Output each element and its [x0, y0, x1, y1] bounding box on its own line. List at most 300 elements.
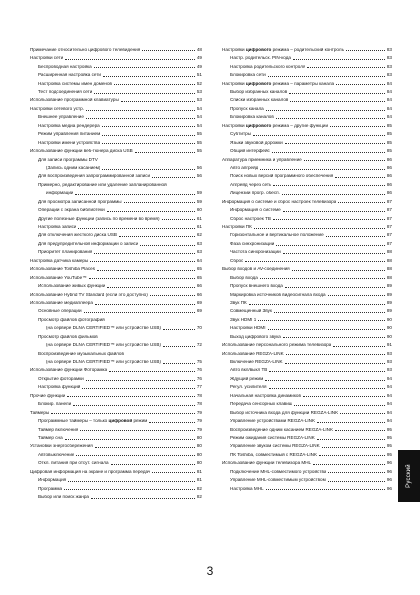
toc-entry-page: 94 — [386, 392, 392, 398]
toc-entry-page: 91 — [386, 342, 392, 348]
toc-entry — [30, 221, 202, 229]
dot-leader — [91, 498, 195, 499]
toc-entry-page: 54 — [196, 122, 202, 128]
toc-entry-title: Настройка записи — [38, 225, 77, 230]
toc-entry-page: 83 — [386, 72, 392, 78]
toc-entry-page: 84 — [386, 97, 392, 103]
toc-entry-title: Использование функции веб-тюнера диска USB — [30, 149, 133, 154]
toc-entry-title: Авто апгрейд — [230, 165, 259, 170]
toc-entry — [222, 407, 392, 415]
toc-entry — [30, 247, 202, 255]
toc-entry-page: 56 — [196, 173, 202, 179]
dot-leader — [94, 93, 195, 94]
toc-entry — [30, 466, 202, 474]
dot-leader — [336, 84, 385, 85]
dot-leader — [97, 270, 195, 271]
toc-entry-page: 79 — [196, 426, 202, 432]
dot-leader — [338, 202, 385, 203]
dot-leader — [265, 380, 385, 381]
toc-entry-page: 96 — [386, 468, 392, 474]
toc-entry-page: 85 — [386, 131, 392, 137]
toc-entry — [30, 322, 202, 330]
toc-entry-title: Использование функции телевизора MHL — [222, 461, 312, 466]
toc-entry — [30, 196, 202, 204]
toc-entry — [30, 52, 202, 60]
toc-entry-page: 81 — [196, 477, 202, 483]
toc-entry-page: 83 — [386, 63, 392, 69]
toc-entry-page: 95 — [386, 451, 392, 457]
toc-entry-title: Таймеры — [30, 410, 50, 415]
toc-entry-page: 85 — [386, 139, 392, 145]
toc-entry-title: Сброс — [230, 258, 244, 263]
dot-leader — [253, 135, 385, 136]
toc-entry-page: 55 — [196, 131, 202, 137]
toc-entry — [30, 441, 202, 449]
toc-entry-title: Использование Hybrid TV Standard (если это доступно) — [30, 292, 148, 297]
toc-entry-title: Выход цифрового звука — [230, 334, 281, 339]
toc-entry — [222, 255, 392, 263]
dot-leader — [142, 50, 195, 51]
toc-right-column — [222, 44, 392, 491]
toc-entry — [222, 390, 392, 398]
toc-entry — [222, 52, 392, 60]
dot-leader — [163, 363, 195, 364]
dot-leader — [285, 143, 385, 144]
toc-entry — [30, 280, 202, 288]
page-number: 3 — [206, 564, 214, 578]
toc-entry-title: Воспроизведение одним касанием REGZA-LINK — [230, 427, 334, 432]
toc-entry-page: 62 — [196, 232, 202, 238]
dot-leader — [317, 422, 385, 423]
toc-entry — [30, 230, 202, 238]
toc-entry-title: Списки избранных каналов — [230, 98, 289, 103]
dot-leader — [67, 396, 194, 397]
dot-leader — [140, 245, 194, 246]
toc-entry — [30, 348, 202, 356]
dot-leader — [162, 219, 195, 220]
dot-leader — [274, 312, 385, 313]
toc-entry — [30, 449, 202, 457]
toc-entry-title: Режим ожидания системы REGZA-LINK — [230, 435, 315, 440]
toc-entry-page: 95 — [386, 443, 392, 449]
toc-entry-title: Выбор или поиск жанра — [38, 495, 89, 500]
toc-entry — [222, 466, 392, 474]
dot-leader — [163, 329, 195, 330]
toc-entry-title: Примерно, редактирование или удаление запланированной — [38, 182, 167, 187]
toc-entry-title: Автовыключение — [38, 452, 75, 457]
toc-entry-page: 78 — [196, 401, 202, 407]
toc-entry-title: Маркировка источников видеосигнала входа — [230, 292, 326, 297]
toc-entry-title: Подключение MHL-совместимого устройства — [230, 469, 327, 474]
dot-leader — [303, 396, 385, 397]
dot-leader — [319, 455, 385, 456]
toc-entry-title: Откл. питания при отсут. сигнала — [38, 461, 109, 466]
toc-entry-page: 89 — [386, 308, 392, 314]
dot-leader — [109, 371, 195, 372]
dot-leader — [102, 126, 195, 127]
toc-entry-page: 88 — [386, 266, 392, 272]
toc-entry-title: Прочие функции — [30, 393, 66, 398]
toc-entry-page: 89 — [386, 291, 392, 297]
toc-entry — [222, 154, 392, 162]
toc-entry — [30, 112, 202, 120]
dot-leader — [51, 413, 195, 414]
toc-entry-page: 96 — [386, 477, 392, 483]
toc-entry-title: Настройки цифрового режима – параметры канала — [222, 81, 335, 86]
toc-entry — [222, 196, 392, 204]
dot-leader — [89, 278, 195, 279]
toc-entry-page: 69 — [196, 299, 202, 305]
toc-entry-title: Сброс настроек ТВ — [230, 216, 271, 221]
toc-entry-page: 94 — [386, 418, 392, 424]
dot-leader — [254, 228, 385, 229]
toc-entry-title: Программа — [38, 486, 63, 491]
toc-entry-page: 87 — [386, 240, 392, 246]
toc-entry — [30, 95, 202, 103]
toc-entry — [222, 415, 392, 423]
dot-leader — [64, 489, 195, 490]
toc-entry — [222, 179, 392, 187]
dot-leader — [121, 101, 195, 102]
dot-leader — [322, 447, 385, 448]
toc-entry-title: Режим управления питанием — [38, 132, 101, 137]
toc-entry — [222, 280, 392, 288]
toc-entry-title: Таймер сна — [38, 435, 63, 440]
dot-leader — [276, 118, 385, 119]
toc-entry — [30, 331, 202, 339]
dot-leader — [317, 439, 385, 440]
toc-entry-page: 90 — [386, 333, 392, 339]
dot-leader — [269, 371, 384, 372]
toc-entry — [30, 365, 202, 373]
toc-entry — [30, 171, 202, 179]
toc-entry — [222, 449, 392, 457]
toc-entry-page: 79 — [196, 409, 202, 415]
toc-entry-title: Настройка MHL — [230, 486, 264, 491]
toc-entry-title: Выбор входов и AV-соединения — [222, 267, 290, 272]
dot-leader — [328, 472, 384, 473]
toc-entry-title: Блокир. панели — [38, 402, 72, 407]
toc-entry — [222, 120, 392, 128]
toc-entry-title: Для отключения жесткого диска USB — [38, 233, 117, 238]
dot-leader — [65, 439, 195, 440]
toc-entry — [222, 128, 392, 136]
toc-entry — [222, 95, 392, 103]
dot-leader — [289, 93, 385, 94]
dot-leader — [282, 194, 385, 195]
toc-entry-page: 95 — [386, 426, 392, 432]
toc-entry-page: 81 — [196, 468, 202, 474]
toc-entry — [30, 103, 202, 111]
toc-entry-title: Просмотр файлов фильмов — [38, 334, 98, 339]
toc-entry — [222, 145, 392, 153]
toc-entry — [30, 86, 202, 94]
toc-entry-title: Операции с экрана библиотеки — [38, 208, 105, 213]
toc-entry-page: 56 — [196, 164, 202, 170]
toc-entry — [30, 424, 202, 432]
language-tab-label: Русский — [406, 464, 413, 488]
toc-entry-title: Настройка родительского контроля — [230, 64, 306, 69]
dot-leader — [313, 464, 385, 465]
toc-entry — [222, 61, 392, 69]
toc-entry-page: 86 — [386, 156, 392, 162]
dot-leader — [102, 169, 194, 170]
toc-entry-title: Настройка медиа рендерера — [38, 123, 100, 128]
toc-entry-title: Настройки сетевого устр. — [30, 106, 84, 111]
toc-entry-page: 61 — [196, 215, 202, 221]
toc-entry-page: 96 — [386, 460, 392, 466]
toc-entry-title: (на сервере DLNA CERTIFIED™ или устройстве USB) — [46, 326, 161, 331]
toc-entry-page: 94 — [386, 401, 392, 407]
toc-entry — [222, 314, 392, 322]
dot-leader — [245, 261, 385, 262]
toc-entry-title: Выбор входа — [230, 275, 258, 280]
toc-entry — [30, 263, 202, 271]
toc-entry-title: Другие полезные функции (запись по времени во время) — [38, 216, 160, 221]
dot-leader — [283, 337, 385, 338]
toc-entry-title: Совмещенный Звук — [230, 309, 272, 314]
toc-entry — [222, 44, 392, 52]
dot-leader — [86, 118, 195, 119]
toc-entry-page: 85 — [386, 148, 392, 154]
dot-leader — [260, 169, 385, 170]
toc-entry-title: Языки звуковой дорожки — [230, 140, 283, 145]
toc-entry-title: (на сервере DLNA CERTIFIED™ или устройстве USB) — [46, 360, 161, 365]
dot-leader — [163, 346, 195, 347]
toc-entry — [30, 255, 202, 263]
toc-entry-page: 84 — [386, 114, 392, 120]
toc-entry-page: 51 — [196, 72, 202, 78]
dot-leader — [283, 253, 385, 254]
dot-leader — [102, 143, 195, 144]
toc-entry-title: Настройка датчика камеры — [30, 258, 89, 263]
toc-entry-title: (на сервере DLNA CERTIFIED™ или устройстве USB) — [46, 343, 161, 348]
toc-entry — [222, 457, 392, 465]
toc-entry — [30, 78, 202, 86]
toc-entry-title: Выбор избранных каналов — [230, 90, 288, 95]
toc-entry-title: Блокировка сети — [230, 73, 266, 78]
toc-entry-page: 53 — [196, 97, 202, 103]
dot-leader — [86, 110, 195, 111]
toc-entry-page: 60 — [196, 207, 202, 213]
toc-entry-title: Воспроизведение музыкальных файлов — [38, 351, 124, 356]
toc-entry-page: 86 — [386, 190, 392, 196]
toc-entry-page: 54 — [196, 114, 202, 120]
toc-entry — [30, 390, 202, 398]
toc-entry-title: Настройки сети — [30, 56, 64, 61]
dot-leader — [290, 101, 385, 102]
toc-entry-title: Использование REGZA-LINK — [222, 351, 284, 356]
toc-entry-page: 55 — [196, 139, 202, 145]
toc-entry-title: Для записи программы DTV — [38, 157, 98, 162]
toc-entry-page: 65 — [196, 274, 202, 280]
toc-entry-page: 66 — [196, 291, 202, 297]
toc-entry — [222, 365, 392, 373]
toc-entry-title: Лицензии прогр. обесп. — [230, 191, 280, 196]
toc-entry-title: Использование медиаплеера — [30, 300, 93, 305]
dot-leader — [293, 59, 385, 60]
toc-entry-page: 94 — [386, 375, 392, 381]
toc-entry-page: 84 — [386, 105, 392, 111]
toc-entry-page: 90 — [386, 325, 392, 331]
toc-entry-title: Для воспроизведения запрограммированной записи — [38, 174, 151, 179]
toc-entry-title: Фаза синхронизации — [230, 241, 275, 246]
toc-entry — [30, 297, 202, 305]
toc-entry-title: Открытие фоторамки — [38, 376, 84, 381]
toc-entry-page: 77 — [196, 384, 202, 390]
dot-leader — [285, 287, 385, 288]
dot-leader — [330, 126, 385, 127]
toc-entry-title: Авто вкл/выкл ТВ — [230, 368, 268, 373]
toc-entry-page: 89 — [386, 299, 392, 305]
dot-leader — [75, 194, 194, 195]
toc-entry — [222, 306, 392, 314]
toc-entry — [222, 398, 392, 406]
toc-entry — [222, 474, 392, 482]
toc-entry-title: Управление MHL-совместимым устройством — [230, 478, 326, 483]
toc-entry-title: Использование функции Фоторамка — [30, 368, 108, 373]
toc-entry-title: Информация о системе и сброс настроек телевизора — [222, 199, 337, 204]
toc-entry-title: Примечание относительно цифрового телевидения — [30, 47, 141, 52]
toc-entry-page: 82 — [196, 485, 202, 491]
toc-entry-page: 52 — [196, 80, 202, 86]
dot-leader — [326, 236, 385, 237]
toc-entry — [222, 441, 392, 449]
toc-entry — [30, 162, 202, 170]
dot-leader — [266, 110, 385, 111]
toc-entry-page: 90 — [386, 316, 392, 322]
toc-entry-title: Приоритет планирования — [38, 250, 93, 255]
toc-entry-title: Использование программной клавиатуры — [30, 98, 119, 103]
toc-entry-page: 82 — [196, 494, 202, 500]
dot-leader — [152, 177, 195, 178]
toc-entry — [222, 356, 392, 364]
toc-entry-title: Настройки HDMI — [230, 326, 266, 331]
dot-leader — [258, 320, 385, 321]
toc-entry-title: Настройки имени устройства — [38, 140, 101, 145]
dot-leader — [114, 84, 195, 85]
dot-leader — [276, 245, 385, 246]
dot-leader — [90, 261, 195, 262]
toc-entry — [30, 432, 202, 440]
toc-left-column — [30, 44, 202, 500]
toc-entry-page: 80 — [196, 460, 202, 466]
toc-entry — [30, 120, 202, 128]
toc-entry-title: Настр. родительск. PIN-кода — [230, 56, 291, 61]
toc-entry-title: Звук HDMI 1 — [230, 317, 257, 322]
toc-entry-page: 83 — [386, 55, 392, 61]
toc-entry — [30, 187, 202, 195]
toc-entry — [30, 474, 202, 482]
dot-leader — [333, 346, 385, 347]
toc-entry-title: Цифровая информация на экране и программа передач — [30, 469, 151, 474]
toc-entry-title: Звук ПК — [230, 300, 247, 305]
toc-entry — [222, 204, 392, 212]
toc-entry-title: Настройки цифрового режима – родительский контроль — [222, 47, 344, 52]
toc-entry-title: Настройки ПК — [222, 225, 252, 230]
toc-entry — [30, 398, 202, 406]
toc-entry-title: Начальная настройка динамиков — [230, 393, 301, 398]
toc-entry-page: 63 — [196, 249, 202, 255]
toc-entry-title: Информация — [38, 478, 67, 483]
toc-entry — [222, 162, 392, 170]
toc-entry — [222, 373, 392, 381]
toc-entry-page: 89 — [386, 283, 392, 289]
dot-leader — [103, 76, 195, 77]
toc-entry — [222, 289, 392, 297]
toc-entry-title: Выбор источника входа для функции REGZA-LINK — [230, 410, 339, 415]
toc-entry — [222, 86, 392, 94]
toc-entry-title: Таймер включения — [38, 427, 79, 432]
toc-entry — [30, 457, 202, 465]
toc-entry-title: Настройка системы имен доменов — [38, 81, 112, 86]
toc-entry — [222, 137, 392, 145]
toc-entry-title: Передача сенсорных клавиш — [230, 402, 293, 407]
dot-leader — [260, 278, 385, 279]
toc-entry-page: 59 — [196, 198, 202, 204]
toc-entry-page: 66 — [196, 283, 202, 289]
toc-entry-page: 87 — [386, 198, 392, 204]
toc-entry-title: Настройка функций — [38, 385, 81, 390]
dot-leader — [94, 253, 194, 254]
dot-leader — [68, 481, 195, 482]
toc-entry — [222, 171, 392, 179]
toc-entry-page: 53 — [196, 89, 202, 95]
toc-entry-title: Использование персонального режима телевизора — [222, 343, 332, 348]
toc-entry — [222, 348, 392, 356]
dot-leader — [94, 67, 195, 68]
toc-entry-page: 63 — [196, 240, 202, 246]
toc-entry-title: Горизонтальное и вертикальное положение — [230, 233, 324, 238]
toc-entry — [222, 78, 392, 86]
dot-leader — [150, 295, 195, 296]
toc-entry — [222, 432, 392, 440]
toc-entry-title: Регул. усилителя — [230, 385, 267, 390]
toc-entry — [222, 331, 392, 339]
toc-entry-page: 80 — [196, 434, 202, 440]
dot-leader — [286, 354, 385, 355]
dot-leader — [283, 211, 385, 212]
toc-entry-title: Расширенная настройка сети — [38, 73, 101, 78]
toc-entry-page: 65 — [196, 266, 202, 272]
toc-entry-page: 85 — [386, 122, 392, 128]
toc-entry-page: 54 — [196, 105, 202, 111]
toc-entry-title: Использование живых функции — [38, 284, 106, 289]
dot-leader — [335, 177, 385, 178]
dot-leader — [272, 152, 385, 153]
toc-entry — [30, 145, 202, 153]
toc-entry-page: 80 — [196, 451, 202, 457]
dot-leader — [304, 160, 385, 161]
toc-entry — [222, 297, 392, 305]
toc-entry-title: Информация о системе — [230, 208, 281, 213]
toc-entry-title: Беспроводная настройка — [38, 64, 92, 69]
toc-entry — [30, 289, 202, 297]
toc-entry-page: 49 — [196, 63, 202, 69]
toc-entry — [30, 61, 202, 69]
toc-entry — [222, 424, 392, 432]
toc-entry — [30, 69, 202, 77]
toc-entry-title: Просмотр файлов фотографий — [38, 317, 105, 322]
dot-leader — [249, 304, 385, 305]
toc-entry — [30, 154, 202, 162]
dot-leader — [346, 50, 385, 51]
toc-entry — [30, 314, 202, 322]
toc-entry-page: 93 — [386, 359, 392, 365]
dot-leader — [111, 464, 195, 465]
toc-entry-title: Программные таймеры – только цифровой режим — [38, 419, 148, 424]
toc-entry-page: 86 — [386, 164, 392, 170]
